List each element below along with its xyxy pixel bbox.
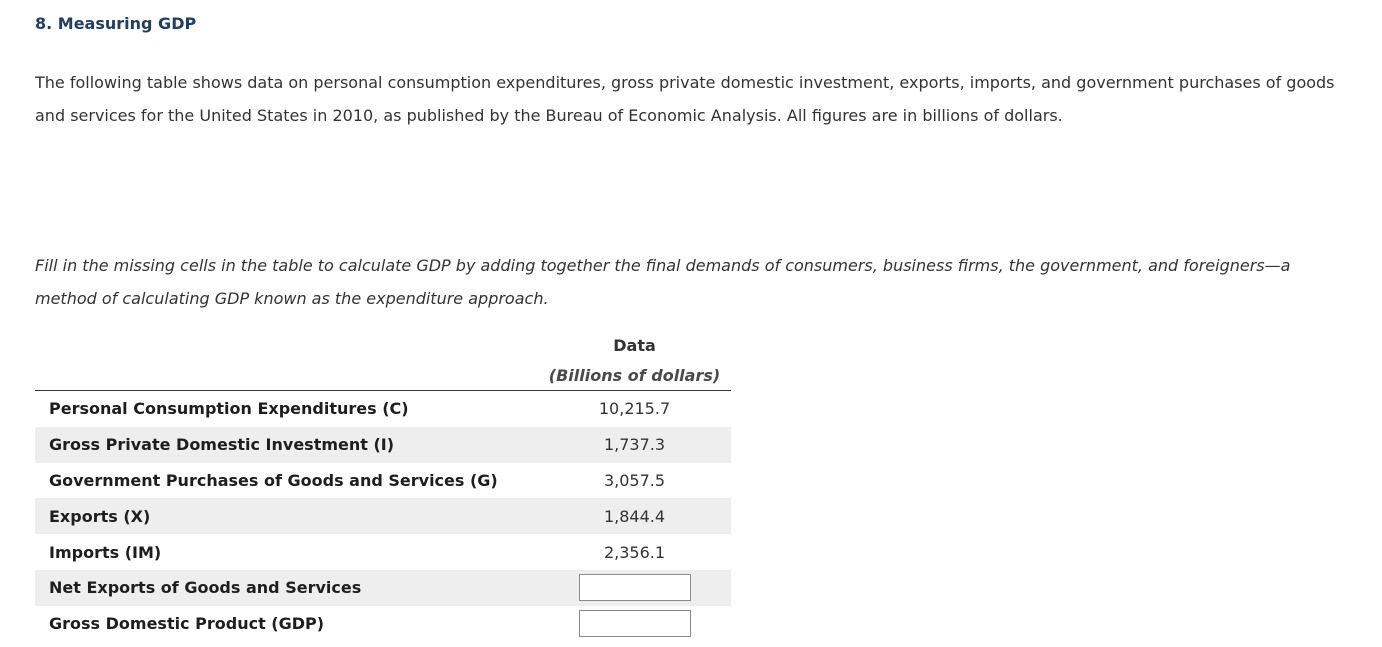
row-label: Gross Domestic Product (GDP) xyxy=(49,614,325,634)
intro-paragraph: The following table shows data on personal consumption expenditures, gross private domestic investment, exports, imports, and government purchases of goods and services for the United States in 2010, as published by the Bureau of Economic Analysis. All figures are in billions of dollars. xyxy=(35,73,1335,125)
table-header-row xyxy=(35,330,731,360)
table-row-consumption xyxy=(35,391,731,427)
row-value: 2,356.1 xyxy=(603,542,666,562)
table-row-government xyxy=(35,463,731,499)
table-row-net-exports xyxy=(35,570,731,606)
unit-column-header: (Billions of dollars) xyxy=(538,360,731,391)
table-row-exports xyxy=(35,498,731,534)
gdp-table xyxy=(35,330,731,642)
row-value: 3,057.5 xyxy=(603,470,666,490)
table-row-gdp xyxy=(35,606,731,642)
row-label: Government Purchases of Goods and Services (G) xyxy=(49,470,498,490)
empty-header-cell xyxy=(35,330,538,360)
table-row-investment xyxy=(35,427,731,463)
table-row-imports xyxy=(35,534,731,570)
gdp-input[interactable] xyxy=(579,610,691,637)
row-value: 10,215.7 xyxy=(598,399,671,419)
row-label: Gross Private Domestic Investment (I) xyxy=(35,427,538,463)
row-value-cell xyxy=(538,570,731,606)
row-value: 1,737.3 xyxy=(538,427,731,463)
instructions-paragraph: Fill in the missing cells in the table to calculate GDP by adding together the final demands of consumers, business firms, the government, and foreigners—a method of calculating GDP known as the expenditure approach. xyxy=(35,256,1291,308)
row-label: Exports (X) xyxy=(35,498,538,534)
page-title: 8. Measuring GDP xyxy=(35,14,197,33)
row-value: 1,844.4 xyxy=(538,498,731,534)
row-label: Personal Consumption Expenditures (C) xyxy=(49,399,409,419)
empty-subheader-cell xyxy=(35,360,538,391)
row-value-cell xyxy=(538,606,731,642)
row-label: Imports (IM) xyxy=(49,542,162,562)
table-subheader-row xyxy=(35,360,731,391)
net-exports-input[interactable] xyxy=(579,574,691,601)
row-label: Net Exports of Goods and Services xyxy=(35,570,538,606)
data-column-header: Data xyxy=(613,335,656,355)
